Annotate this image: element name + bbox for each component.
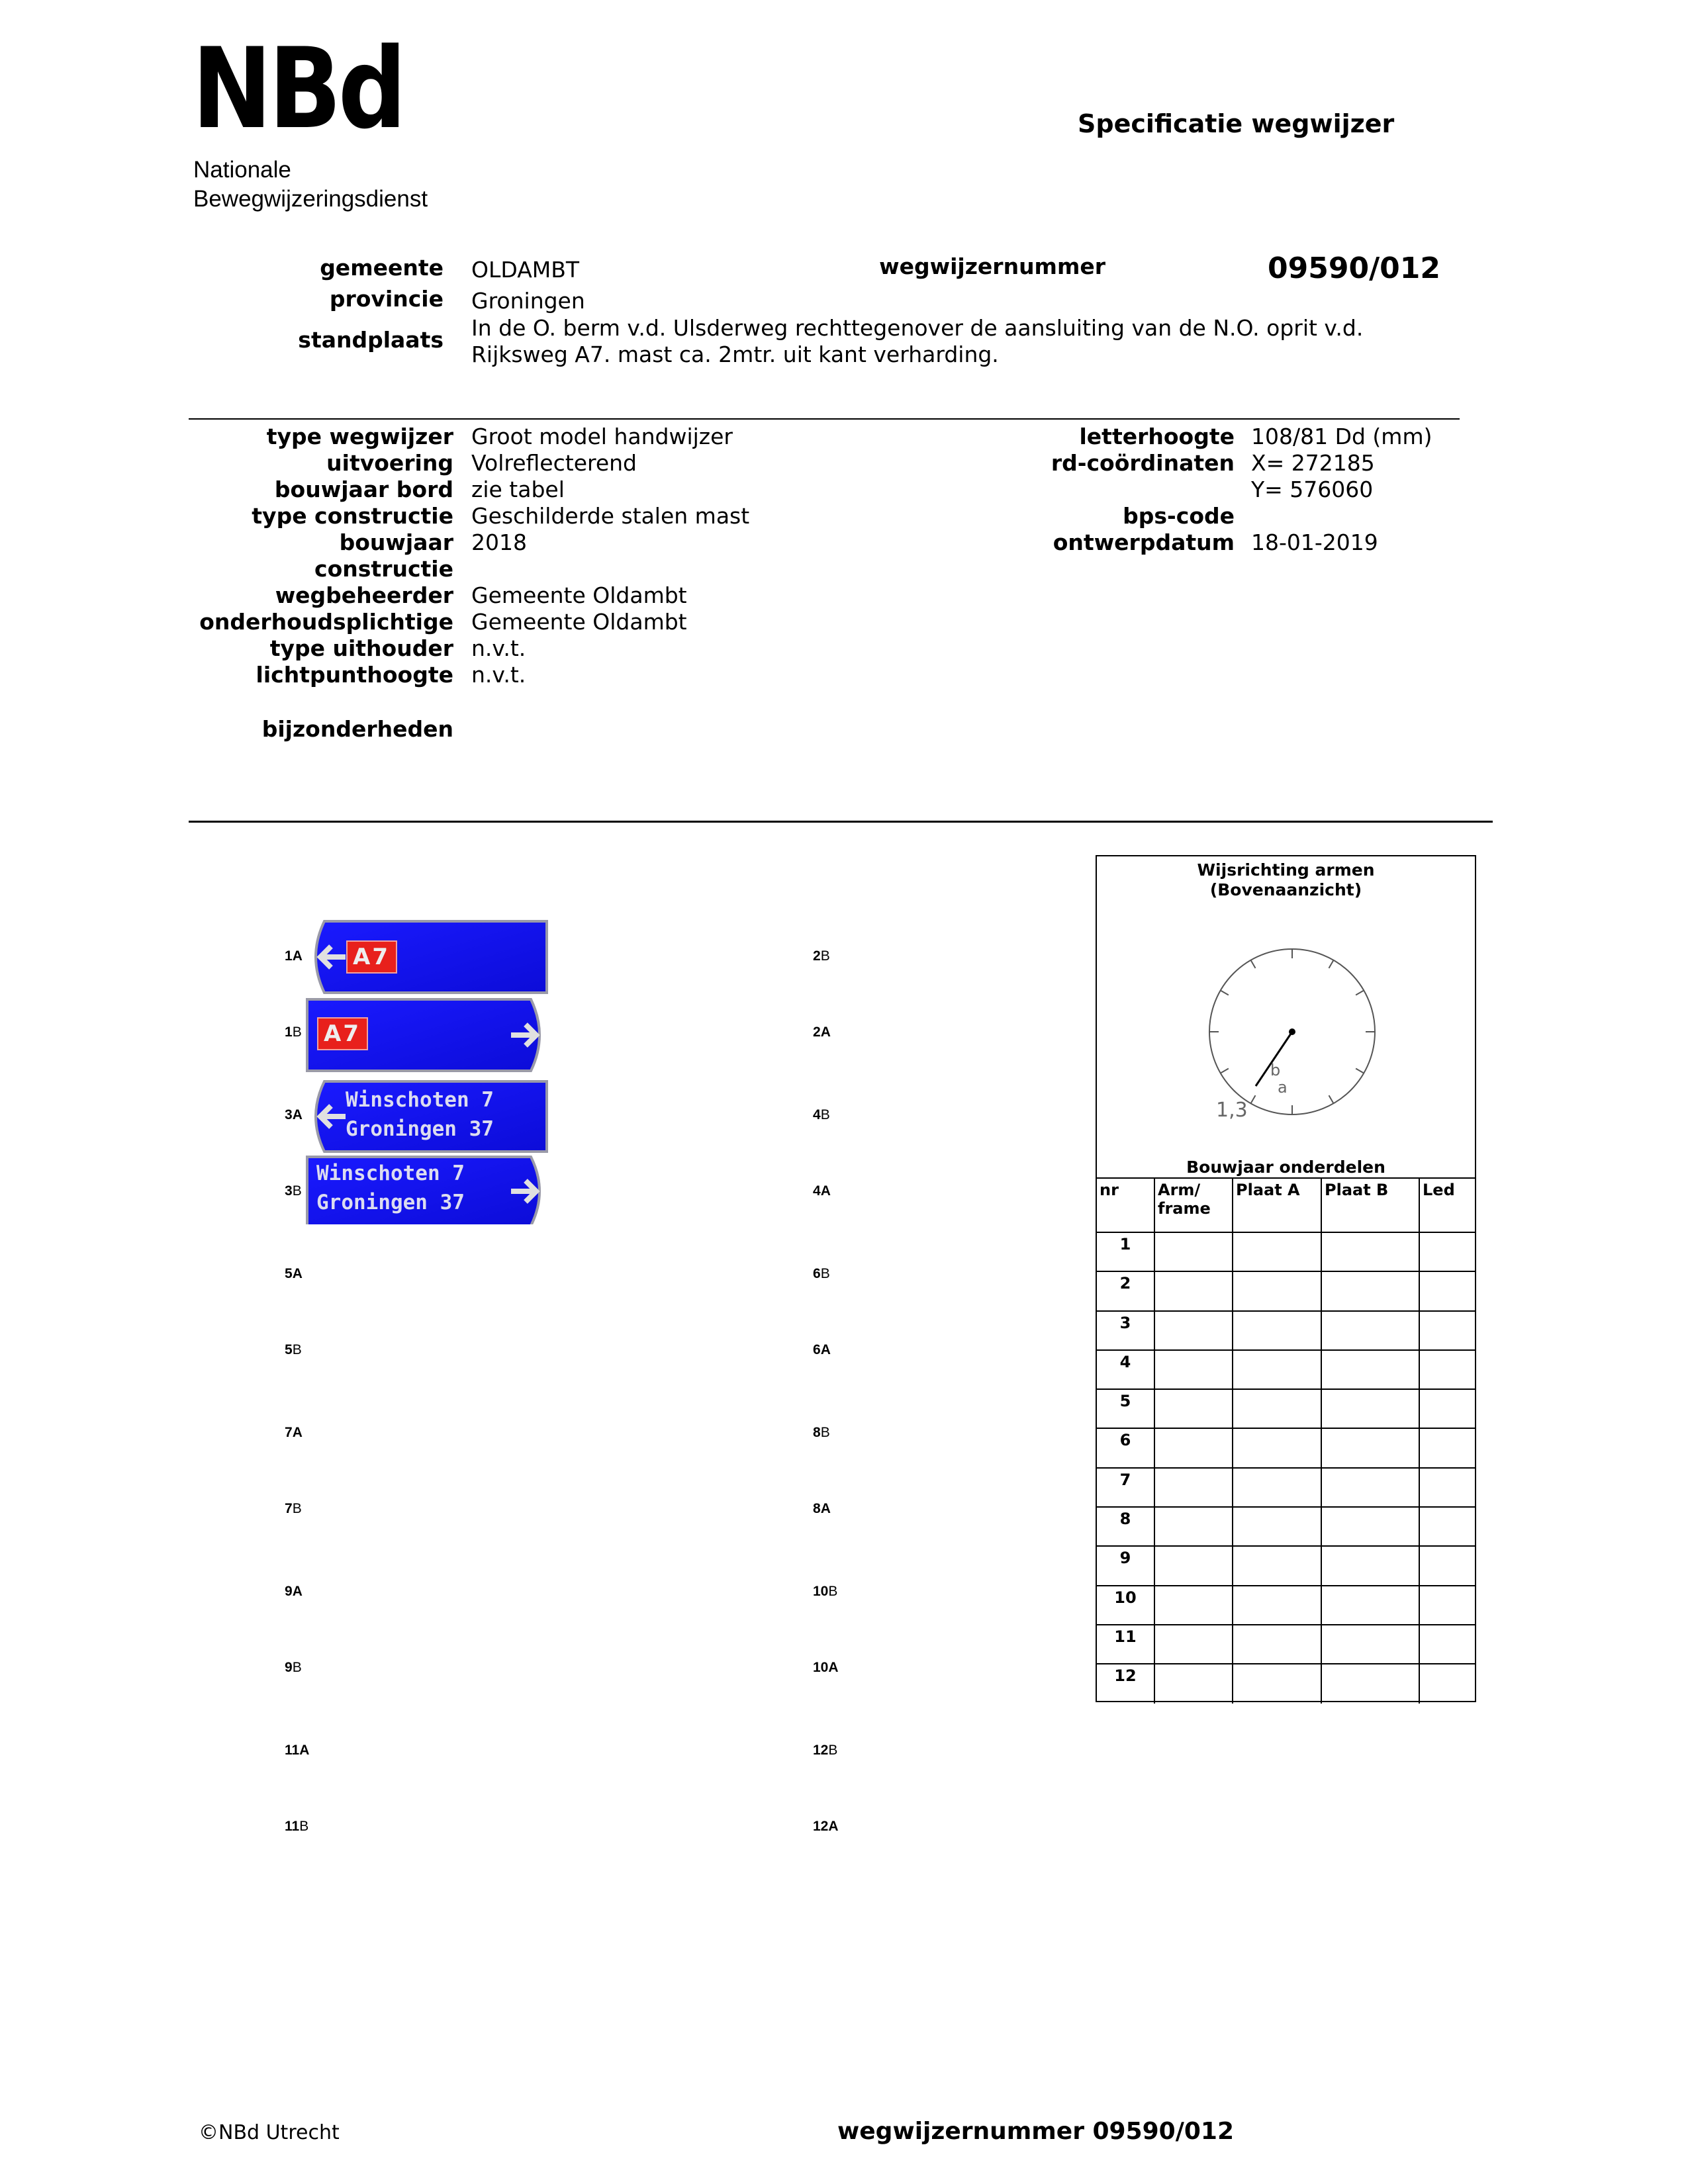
sign-position-number: 8: [813, 1501, 821, 1516]
bouwjaar-table: [1097, 1177, 1475, 1704]
table-row: [1097, 1428, 1475, 1467]
table-cell: [1233, 1664, 1321, 1703]
divider-bottom: [189, 821, 1493, 823]
sign-position-10A: [813, 1660, 839, 1676]
table-cell: [1154, 1664, 1233, 1703]
table-cell: [1419, 1468, 1475, 1507]
table-cell: [1154, 1428, 1233, 1467]
table-cell: [1419, 1586, 1475, 1625]
bouwjaar-constructie-label-2: constructie: [314, 556, 453, 582]
bouwjaar-title: Bouwjaar onderdelen: [1186, 1158, 1385, 1177]
type-wegwijzer-label: type wegwijzer: [266, 424, 453, 449]
direction-dial: [1196, 946, 1388, 1131]
type-constructie-label: type constructie: [252, 503, 453, 529]
table-cell: [1233, 1546, 1321, 1585]
sign-position-number: 2: [813, 1024, 821, 1040]
table-cell: [1154, 1311, 1233, 1350]
sign-position-1A: [285, 948, 303, 964]
row-number: 7: [1097, 1468, 1154, 1507]
standplaats-line2: Rijksweg A7. mast ca. 2mtr. uit kant verharding.: [471, 341, 999, 367]
wegwijzernummer-label: wegwijzernummer: [879, 253, 1105, 279]
table-row: [1097, 1546, 1475, 1585]
dial-tick: [1356, 991, 1364, 995]
table-cell: [1419, 1546, 1475, 1585]
table-cell: [1233, 1389, 1321, 1428]
sign-position-letter: A: [299, 1743, 310, 1758]
destination-line2: Groningen 37: [316, 1191, 465, 1214]
sign-position-2A: [813, 1024, 831, 1040]
gemeente-value: OLDAMBT: [471, 257, 580, 283]
table-cell: [1154, 1625, 1233, 1664]
dial-label-position: 1,3: [1216, 1099, 1248, 1122]
sign-panel-3A: [316, 1081, 547, 1152]
sign-position-number: 10: [813, 1584, 829, 1599]
sign-position-6A: [813, 1342, 831, 1358]
table-cell: [1154, 1271, 1233, 1310]
sign-panel-1A: [316, 921, 547, 993]
sign-position-letter: A: [820, 1024, 831, 1040]
table-row: [1097, 1507, 1475, 1546]
table-row: [1097, 1311, 1475, 1350]
dial-tick: [1221, 991, 1229, 995]
sign-position-number: 1: [285, 1024, 293, 1040]
route-text: A7: [324, 1021, 361, 1047]
uitvoering-value: Volreflecterend: [471, 450, 637, 476]
sign-position-letter: A: [820, 1342, 831, 1357]
wegwijzernummer-value: 09590/012: [1268, 251, 1440, 285]
sign-position-letter: A: [292, 1425, 303, 1440]
sign-position-number: 7: [285, 1425, 293, 1440]
onderhoudsplichtige-label: onderhoudsplichtige: [199, 609, 453, 635]
table-cell: [1233, 1625, 1321, 1664]
table-cell: [1233, 1311, 1321, 1350]
sign-position-10B: [813, 1584, 837, 1600]
table-cell: [1321, 1428, 1419, 1467]
row-number: 10: [1097, 1586, 1154, 1625]
table-row: [1097, 1350, 1475, 1389]
table-row: [1097, 1389, 1475, 1428]
table-cell: [1154, 1232, 1233, 1271]
sign-position-9A: [285, 1584, 303, 1600]
sign-position-letter: A: [292, 1107, 303, 1122]
sign-position-12B: [813, 1743, 837, 1758]
wegbeheerder-value: Gemeente Oldambt: [471, 582, 687, 608]
sign-position-number: 12: [813, 1819, 829, 1834]
sign-position-letter: B: [292, 1342, 302, 1357]
sign-position-number: 11: [285, 1819, 300, 1834]
lichtpunthoogte-value: n.v.t.: [471, 662, 526, 688]
table-cell: [1154, 1468, 1233, 1507]
table-row: [1097, 1468, 1475, 1507]
destination-line1: Winschoten 7: [316, 1161, 465, 1185]
destination-line1: Winschoten 7: [346, 1088, 494, 1112]
route-text: A7: [353, 944, 390, 970]
provincie-label: provincie: [329, 286, 444, 312]
type-constructie-value: Geschilderde stalen mast: [471, 503, 750, 529]
table-cell: [1233, 1507, 1321, 1546]
sign-panel-3B: [307, 1157, 539, 1224]
sign-position-number: 8: [813, 1425, 821, 1440]
uitvoering-label: uitvoering: [326, 450, 453, 476]
row-number: 5: [1097, 1389, 1154, 1428]
table-cell: [1233, 1271, 1321, 1310]
bouwjaar-constructie-label: bouwjaar: [339, 529, 453, 555]
sign-position-letter: A: [828, 1819, 839, 1834]
dial-label-a: a: [1278, 1078, 1288, 1097]
page-title: Specificatie wegwijzer: [1078, 109, 1395, 138]
sign-position-number: 5: [285, 1266, 293, 1281]
sign-position-letter: A: [820, 1501, 831, 1516]
table-row: [1097, 1232, 1475, 1271]
sign-position-letter: A: [292, 948, 303, 964]
table-cell: [1154, 1546, 1233, 1585]
bouwjaar-bord-value: zie tabel: [471, 477, 565, 502]
row-number: 8: [1097, 1507, 1154, 1546]
rd-y-value: Y= 576060: [1251, 477, 1374, 502]
row-number: 12: [1097, 1664, 1154, 1703]
table-cell: [1154, 1507, 1233, 1546]
sign-position-number: 11: [285, 1743, 300, 1758]
table-cell: [1419, 1350, 1475, 1389]
table-cell: [1321, 1350, 1419, 1389]
table-cell: [1419, 1664, 1475, 1703]
row-number: 11: [1097, 1625, 1154, 1664]
table-cell: [1233, 1232, 1321, 1271]
type-uithouder-label: type uithouder: [269, 635, 453, 661]
bps-code-label: bps-code: [1123, 503, 1235, 529]
wijsrichting-panel: [1096, 855, 1476, 1702]
sign-position-11A: [285, 1743, 309, 1758]
rd-x-value: X= 272185: [1251, 450, 1375, 476]
bouwjaar-bord-label: bouwjaar bord: [274, 477, 453, 502]
table-cell: [1419, 1507, 1475, 1546]
sign-position-number: 5: [285, 1342, 293, 1357]
row-number: 9: [1097, 1546, 1154, 1585]
wegbeheerder-label: wegbeheerder: [275, 582, 453, 608]
sign-position-letter: A: [820, 1183, 831, 1199]
bijzonderheden-label: bijzonderheden: [261, 716, 453, 742]
table-cell: [1321, 1311, 1419, 1350]
sign-position-8A: [813, 1501, 831, 1517]
table-cell: [1321, 1586, 1419, 1625]
sign-position-number: 9: [285, 1660, 293, 1675]
sign-position-number: 6: [813, 1342, 821, 1357]
sign-position-letter: B: [292, 1183, 302, 1199]
table-cell: [1321, 1625, 1419, 1664]
column-header: Plaat A: [1233, 1178, 1321, 1232]
column-header: Arm/ frame: [1154, 1178, 1233, 1232]
table-cell: [1321, 1389, 1419, 1428]
column-header: Plaat B: [1321, 1178, 1419, 1232]
table-cell: [1419, 1428, 1475, 1467]
letterhoogte-value: 108/81 Dd (mm): [1251, 424, 1432, 449]
table-cell: [1321, 1468, 1419, 1507]
sign-position-7A: [285, 1425, 303, 1441]
sign-position-number: 4: [813, 1183, 821, 1199]
sign-position-letter: B: [299, 1819, 309, 1834]
sign-position-letter: B: [820, 1266, 830, 1281]
rd-coordinaten-label: rd-coördinaten: [1051, 450, 1235, 476]
gemeente-label: gemeente: [320, 255, 444, 281]
sign-position-1B: [285, 1024, 302, 1040]
table-cell: [1154, 1389, 1233, 1428]
letterhoogte-label: letterhoogte: [1079, 424, 1235, 449]
sign-panel-1B: [307, 999, 539, 1071]
sign-position-4A: [813, 1183, 831, 1199]
standplaats-line1: In de O. berm v.d. Ulsderweg rechttegenover de aansluiting van de N.O. oprit v.d.: [471, 315, 1364, 341]
dial-tick: [1329, 960, 1334, 968]
logo-subtitle-line2: Bewegwijzeringsdienst: [193, 186, 428, 212]
bouwjaar-table-body: [1097, 1232, 1475, 1704]
column-header: Led: [1419, 1178, 1475, 1232]
footer-wegwijzernummer: wegwijzernummer 09590/012: [837, 2118, 1235, 2145]
table-cell: [1321, 1546, 1419, 1585]
sign-position-3A: [285, 1107, 303, 1123]
sign-position-11B: [285, 1819, 308, 1835]
bouwjaar-constructie-value: 2018: [471, 529, 527, 555]
type-wegwijzer-value: Groot model handwijzer: [471, 424, 733, 449]
sign-position-number: 6: [813, 1266, 821, 1281]
dial-tick: [1356, 1069, 1364, 1073]
sign-position-letter: B: [820, 1425, 830, 1440]
provincie-value: Groningen: [471, 288, 585, 314]
sign-position-9B: [285, 1660, 302, 1676]
dial-tick: [1329, 1095, 1334, 1103]
table-cell: [1321, 1664, 1419, 1703]
sign-position-number: 3: [285, 1107, 293, 1122]
standplaats-label: standplaats: [298, 327, 444, 353]
sign-position-6B: [813, 1266, 830, 1282]
sign-panels: [306, 920, 551, 1224]
sign-position-4B: [813, 1107, 830, 1123]
onderhoudsplichtige-value: Gemeente Oldambt: [471, 609, 687, 635]
sign-position-letter: B: [820, 948, 830, 964]
wijsrichting-title: Wijsrichting armen: [1197, 860, 1375, 880]
table-cell: [1233, 1586, 1321, 1625]
table-row: [1097, 1664, 1475, 1703]
sign-position-7B: [285, 1501, 302, 1517]
bouwjaar-table-header: [1097, 1178, 1475, 1232]
table-cell: [1321, 1271, 1419, 1310]
type-uithouder-value: n.v.t.: [471, 635, 526, 661]
table-cell: [1419, 1271, 1475, 1310]
lichtpunthoogte-label: lichtpunthoogte: [256, 662, 453, 688]
table-cell: [1233, 1468, 1321, 1507]
table-cell: [1419, 1311, 1475, 1350]
sign-position-number: 10: [813, 1660, 829, 1675]
row-number: 2: [1097, 1271, 1154, 1310]
table-cell: [1233, 1428, 1321, 1467]
table-cell: [1321, 1507, 1419, 1546]
sign-position-number: 1: [285, 948, 293, 964]
table-row: [1097, 1586, 1475, 1625]
dial-tick: [1221, 1069, 1229, 1073]
sign-position-5B: [285, 1342, 302, 1358]
column-header: nr: [1097, 1178, 1154, 1232]
sign-position-letter: A: [828, 1660, 839, 1675]
sign-position-letter: B: [292, 1501, 302, 1516]
sign-position-letter: A: [292, 1266, 303, 1281]
sign-position-letter: A: [292, 1584, 303, 1599]
sign-position-letter: B: [292, 1024, 302, 1040]
sign-position-2B: [813, 948, 830, 964]
sign-position-letter: B: [828, 1743, 838, 1758]
sign-position-number: 4: [813, 1107, 821, 1122]
table-row: [1097, 1271, 1475, 1310]
sign-position-number: 9: [285, 1584, 293, 1599]
dial-tick: [1251, 960, 1256, 968]
wijsrichting-subtitle: (Bovenaanzicht): [1209, 880, 1362, 899]
sign-position-number: 2: [813, 948, 821, 964]
logo-subtitle-line1: Nationale: [193, 157, 291, 183]
table-cell: [1419, 1625, 1475, 1664]
table-cell: [1419, 1232, 1475, 1271]
sign-position-number: 12: [813, 1743, 829, 1758]
sign-position-letter: B: [820, 1107, 830, 1122]
ontwerpdatum-value: 18-01-2019: [1251, 529, 1378, 555]
sign-position-number: 7: [285, 1501, 293, 1516]
table-cell: [1154, 1350, 1233, 1389]
row-number: 4: [1097, 1350, 1154, 1389]
table-cell: [1154, 1586, 1233, 1625]
footer-copyright: ©NBd Utrecht: [199, 2121, 340, 2144]
destination-line2: Groningen 37: [346, 1117, 494, 1141]
dial-tick: [1251, 1095, 1256, 1103]
table-cell: [1321, 1232, 1419, 1271]
table-row: [1097, 1625, 1475, 1664]
dial-label-b: b: [1270, 1061, 1281, 1079]
sign-position-5A: [285, 1266, 303, 1282]
sign-position-letter: B: [292, 1660, 302, 1675]
nbd-logo: NBd: [192, 24, 403, 154]
sign-position-8B: [813, 1425, 830, 1441]
ontwerpdatum-label: ontwerpdatum: [1053, 529, 1235, 555]
sign-position-12A: [813, 1819, 839, 1835]
table-cell: [1419, 1389, 1475, 1428]
table-cell: [1233, 1350, 1321, 1389]
row-number: 6: [1097, 1428, 1154, 1467]
sign-position-letter: B: [828, 1584, 838, 1599]
sign-position-number: 3: [285, 1183, 293, 1199]
row-number: 3: [1097, 1311, 1154, 1350]
divider-top: [189, 418, 1460, 420]
sign-position-3B: [285, 1183, 302, 1199]
row-number: 1: [1097, 1232, 1154, 1271]
